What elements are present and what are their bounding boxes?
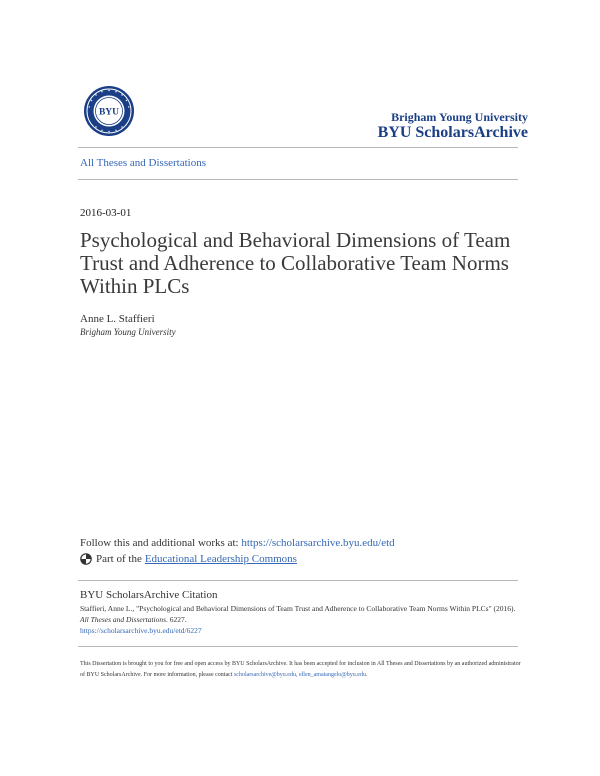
collection-divider: [78, 179, 518, 180]
citation-text: [80, 603, 525, 636]
contact-email-link[interactable]: scholarsarchive@byu.edu, ellen_amatangelo@byu.edu: [233, 672, 366, 678]
publication-date: 2016-03-01: [80, 207, 132, 219]
citation-series: All Theses and Dissertations: [80, 615, 167, 624]
follow-line: [80, 537, 395, 549]
collection-link[interactable]: All Theses and Dissertations: [80, 157, 206, 169]
seal-text: BYU: [98, 107, 120, 118]
follow-label: Follow this and additional works at:: [80, 537, 239, 549]
commons-network-icon: [80, 553, 92, 565]
citation-main: Staffieri, Anne L., "Psychological and Behavioral Dimensions of Team Trust and Adherence to Collaborative Team Norms Within PLCs" (2016).: [80, 604, 516, 613]
institution-header: [378, 111, 528, 141]
notice-end: .: [365, 672, 368, 678]
part-of-label: Part of the: [96, 553, 142, 565]
author-name: Anne L. Staffieri: [80, 313, 155, 325]
citation-url-link[interactable]: https://scholarsarchive.byu.edu/etd/6227: [80, 626, 202, 635]
citation-number: . 6227.: [166, 615, 187, 624]
document-title: Psychological and Behavioral Dimensions of Team Trust and Adherence to Collaborative Team Norms Within PLCs: [80, 228, 511, 298]
byu-seal-icon: [83, 85, 135, 137]
university-name: Brigham Young University: [391, 110, 528, 124]
commons-link[interactable]: Educational Leadership Commons: [144, 553, 297, 565]
notice-text: This Dissertation is brought to you for free and open access by BYU ScholarsArchive. It has been accepted for inclusion in All Theses and Dissertations by an authorized administrator of BYU ScholarsArchive. For more information, please contact: [80, 661, 521, 678]
citation-heading: BYU ScholarsArchive Citation: [80, 589, 218, 601]
citation-divider: [78, 580, 518, 581]
header-divider: [78, 147, 518, 148]
part-of-line: [80, 553, 297, 565]
follow-url-link[interactable]: https://scholarsarchive.byu.edu/etd: [241, 537, 395, 549]
archive-name[interactable]: BYU ScholarsArchive: [377, 123, 528, 141]
access-notice: [80, 659, 525, 681]
notice-divider: [78, 646, 518, 647]
author-affiliation: Brigham Young University: [80, 327, 176, 337]
